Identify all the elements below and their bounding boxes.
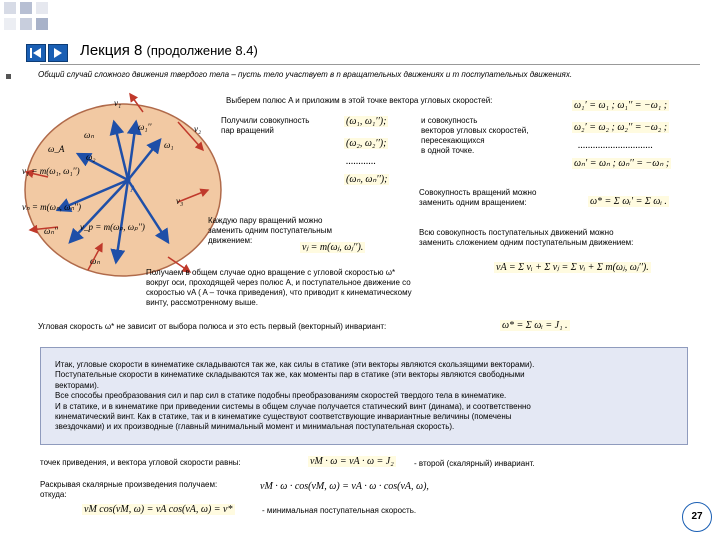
- pole-text: Выберем полюс A и приложим в этой точке вектора угловых скоростей:: [226, 96, 493, 105]
- rot-line: Совокупность вращений можно: [419, 188, 537, 197]
- label-vp: v_p = m(ωₚ, ωₚ′′): [80, 222, 145, 232]
- formula-wn: ωₙ′ = ωₙ ; ωₙ′′ = −ωₙ ;: [574, 158, 670, 169]
- label-omeganpp: ωₙ′′: [44, 226, 58, 236]
- formula-expand: vM · ω · cos(vM, ω) = vA · ω · cos(vA, ω),: [260, 481, 429, 492]
- formula-pair-dots: ............: [346, 156, 376, 167]
- summary-line: звездочками) и их производные (главный минимальный момент и минимальная поступательная скорость).: [55, 422, 455, 432]
- label-pole-A: A: [130, 184, 137, 194]
- skip-back-icon: [27, 45, 45, 61]
- label-omegan-top: ωₙ: [84, 130, 94, 140]
- next-slide-button[interactable]: [48, 44, 68, 62]
- label-omega1: ω₁: [164, 140, 174, 150]
- rot-line: заменить одним вращением:: [419, 198, 527, 207]
- translation-sum-text: [419, 228, 633, 248]
- formula-J2: vM · ω = vA · ω = J₂: [310, 456, 394, 467]
- expand-text: [40, 480, 217, 500]
- set-line: векторов угловых скоростей,: [421, 126, 529, 135]
- formula-pairn: (ωₙ, ωₙ′′);: [346, 174, 388, 185]
- summary-line: Все способы преобразования сил и пар сил в статике подобны преобразованиям скоростей твердого тела в кинематике.: [55, 391, 507, 401]
- formula-vA: vA = Σ vᵢ + Σ vⱼ = Σ vᵢ + Σ m(ωⱼ, ωⱼ′′).: [496, 262, 649, 273]
- title-subtitle: (продолжение 8.4): [146, 43, 258, 58]
- first-invariant-text: Угловая скорость ω* не зависит от выбора полюса и это есть первый (векторный) инвариант:: [38, 322, 387, 331]
- set-line: и совокупность: [421, 116, 478, 125]
- formula-w2: ω₂′ = ω₂ ; ω₂′′ = −ω₂ ;: [574, 122, 668, 133]
- summary-box: [40, 347, 688, 445]
- page-title: [80, 42, 258, 59]
- pole-point: [126, 178, 131, 183]
- pair-replace-line: заменить одним поступательным: [208, 226, 332, 235]
- formula-omega-star: ω* = Σ ωᵢ′ = Σ ωᵢ .: [590, 196, 667, 207]
- expand-line: откуда:: [40, 490, 67, 499]
- summary-line: Итак, угловые скорости в кинематике складываются так же, как силы в статике (эти векторы являются скользящими векторами).: [55, 360, 535, 369]
- label-v1-left: v₁ = m(ω₁, ω₁′′): [22, 166, 80, 176]
- trans-line: Всю совокупность поступательных движений можно: [419, 228, 614, 237]
- general-line: скоростью vA ( A – точка приведения), что приводит к кинематическому: [146, 288, 412, 297]
- set-line: в одной точке.: [421, 146, 475, 155]
- intro-text: Общий случай сложного движения твердого тела – пусть тело участвует в n вращательных движениях и m поступательных движениях.: [38, 70, 573, 79]
- play-forward-icon: [49, 45, 67, 61]
- formula-pair2: (ω₂, ω₂′′);: [346, 138, 387, 149]
- label-v2: v₂: [194, 124, 202, 134]
- formula-w1: ω₁′ = ω₁ ; ω₁′′ = −ω₁ ;: [574, 100, 668, 111]
- trans-line: заменить сложением одним поступательным движением:: [419, 238, 634, 247]
- page-number: 27: [682, 502, 712, 532]
- header-divider: [40, 64, 700, 65]
- dot-product-text: точек приведения, и вектора угловой скорости равны:: [40, 458, 241, 467]
- summary-line: кинематический винт. Как в статике, так и в кинематике существуют соответствующие инвариантные величины (помечены: [55, 412, 512, 422]
- summary-line: И в статике, и в кинематике при приведении системы в общем случае получается статический винт (динама), и соответственно: [55, 401, 531, 411]
- set-line: пересекающихся: [421, 136, 485, 145]
- bullet-marker: [6, 74, 11, 79]
- formula-pair1: (ω₁, ω₁′′);: [346, 116, 387, 127]
- general-result-text: [146, 268, 412, 308]
- pairs-line: пар вращений: [221, 126, 274, 135]
- formula-w-dots: ..............................: [578, 140, 653, 151]
- rotation-equivalence-text: [419, 188, 536, 208]
- general-line: винту, рассмотренному выше.: [146, 298, 258, 307]
- label-omegaA: ω_A: [48, 144, 65, 154]
- general-line: вокруг оси, проходящей через полюс A, и поступательное движение со: [146, 278, 411, 287]
- general-line: Получаем в общем случае одно вращение с угловой скоростью ω*: [146, 268, 396, 277]
- label-omega1pp: ω₁′′: [138, 122, 152, 132]
- label-v3: v₃: [176, 196, 184, 206]
- formula-J1: ω* = Σ ωᵢ = J₁ .: [502, 320, 568, 331]
- summary-line: векторами).: [55, 380, 99, 390]
- min-speed-text: - минимальная поступательная скорость.: [262, 506, 417, 515]
- formula-min-speed: vM cos(vM, ω) = vA cos(vA, ω) = v*: [84, 504, 233, 515]
- first-slide-button[interactable]: [26, 44, 46, 62]
- formula-vj: vⱼ = m(ωⱼ, ωⱼ′′).: [302, 242, 364, 253]
- pair-replace-line: Каждую пару вращений можно: [208, 216, 323, 225]
- summary-line: Поступательные скорости в кинематике складываются так же, как моменты пар в статике (эти векторы являются свободными: [55, 370, 525, 380]
- label-v1-top: v₁: [114, 98, 122, 108]
- pairs-line: Получили совокупность: [221, 116, 310, 125]
- pair-replace-line: движением:: [208, 236, 253, 245]
- title-text: Лекция 8: [80, 42, 143, 59]
- set-text: [421, 116, 528, 156]
- label-omegan-bottom: ωₙ: [90, 256, 100, 266]
- expand-line: Раскрывая скалярные произведения получаем:: [40, 480, 218, 489]
- second-invariant-text: - второй (скалярный) инвариант.: [414, 459, 535, 468]
- label-vn: vₙ = m(ωₙ, ωₙ′′): [22, 202, 81, 212]
- label-omega2: ω₂: [86, 152, 96, 162]
- rigid-body-diagram: [18, 92, 233, 282]
- pairs-text: [221, 116, 309, 136]
- body-ellipse: [25, 104, 221, 276]
